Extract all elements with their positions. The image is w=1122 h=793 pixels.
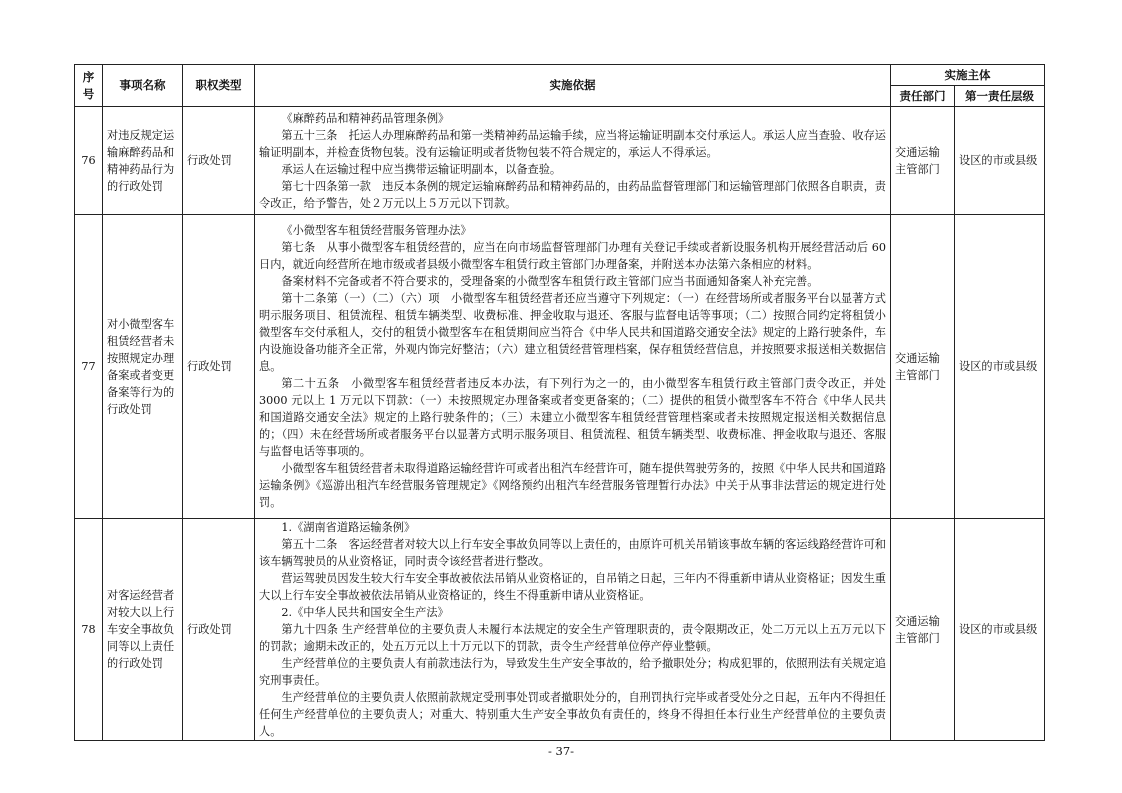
basis-paragraph: 第九十四条 生产经营单位的主要负责人未履行本法规定的安全生产管理职责的，责令限期改正，处二万元以上五万元以下的罚款；逾期未改正的，处五万元以上十万元以下的罚款，责令生产经营单位停产停业整顿。 <box>259 623 886 653</box>
basis-paragraph: 《麻醉药品和精神药品管理条例》 <box>281 111 450 125</box>
basis-paragraph: 第七十四条第一款 违反本条例的规定运输麻醉药品和精神药品的，由药品监督管理部门和运输管理部门依照各自职责，责令改正，给予警告，处２万元以上５万元以下罚款。 <box>259 179 886 210</box>
basis-paragraph: 生产经营单位的主要负责人有前款违法行为，导致发生生产安全事故的，给予撤职处分；构成犯罪的，依照刑法有关规定追究刑事责任。 <box>259 657 886 687</box>
basis-paragraph: 备案材料不完备或者不符合要求的，受理备案的小微型客车租赁行政主管部门应当书面通知备案人补充完善。 <box>281 275 819 288</box>
row-basis <box>255 519 891 741</box>
row-dept: 交通运输主管部门 <box>891 215 955 519</box>
basis-paragraph: 《小微型客车租赁经营服务管理办法》 <box>281 224 472 237</box>
row-level: 设区的市或县级 <box>955 519 1045 741</box>
page-number: - 37- <box>547 744 575 758</box>
row-basis <box>255 215 891 519</box>
table-row <box>75 519 1045 741</box>
basis-paragraph: 小微型客车租赁经营者未取得道路运输经营许可或者出租汽车经营许可，随车提供驾驶劳务的，按照《中华人民共和国道路运输条例》《巡游出租汽车经营服务管理规定》《网络预约出租汽车经营服务管理暂行办法》中关于从事非法营运的规定进行处罚。 <box>259 462 886 509</box>
basis-paragraph: 承运人在运输过程中应当携带运输证明副本，以备查验。 <box>281 162 562 176</box>
enforcement-table <box>74 64 1045 741</box>
basis-paragraph: 第五十二条 客运经营者对较大以上行车安全事故负同等以上责任的，由原许可机关吊销该事故车辆的客运线路经营许可和该车辆驾驶员的从业资格证，同时责令该经营者进行整改。 <box>259 538 886 568</box>
row-item-name: 对违反规定运输麻醉药品和精神药品行为的行政处罚 <box>103 107 183 215</box>
row-seq: 78 <box>75 519 103 741</box>
basis-paragraph: 营运驾驶员因发生较大行车安全事故被依法吊销从业资格证的，自吊销之日起，三年内不得重新申请从业资格证；因发生重大以上行车安全事故被依法吊销从业资格证的，终生不得重新申请从业资格证。 <box>259 572 886 602</box>
row-basis <box>255 107 891 215</box>
row-seq: 77 <box>75 215 103 519</box>
header-dept: 责任部门 <box>891 86 955 107</box>
header-basis: 实施依据 <box>255 65 891 107</box>
basis-paragraph: 第二十五条 小微型客车租赁经营者违反本办法，有下列行为之一的，由小微型客车租赁行政主管部门责令改正，并处 3000 元以上 1 万元以下罚款：（一）未按照规定办理备案或者变更备案的；（二）提供的租赁小微型客车不符合《中华人民共和国道路交通安全法》规定的上路行驶条件的；（三）未建立小微型客车租赁经营管理档案或者未按照规定报送相关数据信息的；（四）未在经营场所或者服务平台以显著方式明示服务项目、租赁流程、租赁车辆类型、收费标准、押金收取与退还、客服与监督电话等事项的。 <box>259 377 886 458</box>
row-item-name: 对客运经营者对较大以上行车安全事故负同等以上责任的行政处罚 <box>103 519 183 741</box>
basis-paragraph: 第七条 从事小微型客车租赁经营的，应当在向市场监督管理部门办理有关登记手续或者新设服务机构开展经营活动后 60 日内，就近向经营所在地市级或者县级小微型客车租赁行政主管部门办理备案，并附送本办法第六条相应的材料。 <box>259 241 886 271</box>
basis-paragraph: 2.《中华人民共和国安全生产法》 <box>281 606 449 619</box>
basis-paragraph: 1.《湖南省道路运输条例》 <box>281 521 416 534</box>
header-entity: 实施主体 <box>891 65 1045 86</box>
row-item-name: 对小微型客车租赁经营者未按照规定办理备案或者变更备案等行为的行政处罚 <box>103 215 183 519</box>
row-level: 设区的市或县级 <box>955 107 1045 215</box>
header-category: 职权类型 <box>183 65 255 107</box>
table-row <box>75 215 1045 519</box>
table-row <box>75 107 1045 215</box>
header-level: 第一责任层级 <box>955 86 1045 107</box>
row-category: 行政处罚 <box>183 107 255 215</box>
row-level: 设区的市或县级 <box>955 215 1045 519</box>
basis-paragraph: 第十二条第（一）（二）（六）项 小微型客车租赁经营者还应当遵守下列规定：（一）在经营场所或者服务平台以显著方式明示服务项目、租赁流程、租赁车辆类型、收费标准、押金收取与退还、客服与监督电话等事项；（二）按照合同约定将租赁小微型客车交付承租人，交付的租赁小微型客车在租赁期间应当符合《中华人民共和国道路交通安全法》规定的上路行驶条件，车内设施设备功能齐全正常，外观内饰完好整洁；（六）建立租赁经营管理档案，保存租赁经营信息，并按照要求报送相关数据信息。 <box>259 292 886 373</box>
basis-paragraph: 生产经营单位的主要负责人依照前款规定受刑事处罚或者撤职处分的，自刑罚执行完毕或者受处分之日起，五年内不得担任任何生产经营单位的主要负责人；对重大、特别重大生产安全事故负有责任的，终身不得担任本行业生产经营单位的主要负责人。 <box>259 691 886 738</box>
row-dept: 交通运输主管部门 <box>891 107 955 215</box>
header-seq: 序号 <box>75 65 103 107</box>
row-category: 行政处罚 <box>183 215 255 519</box>
row-category: 行政处罚 <box>183 519 255 741</box>
row-dept: 交通运输主管部门 <box>891 519 955 741</box>
basis-paragraph: 第五十三条 托运人办理麻醉药品和第一类精神药品运输手续，应当将运输证明副本交付承运人。承运人应当查验、收存运输证明副本，并检查货物包装。没有运输证明或者货物包装不符合规定的，承运人不得承运。 <box>259 128 886 159</box>
row-seq: 76 <box>75 107 103 215</box>
header-item-name: 事项名称 <box>103 65 183 107</box>
